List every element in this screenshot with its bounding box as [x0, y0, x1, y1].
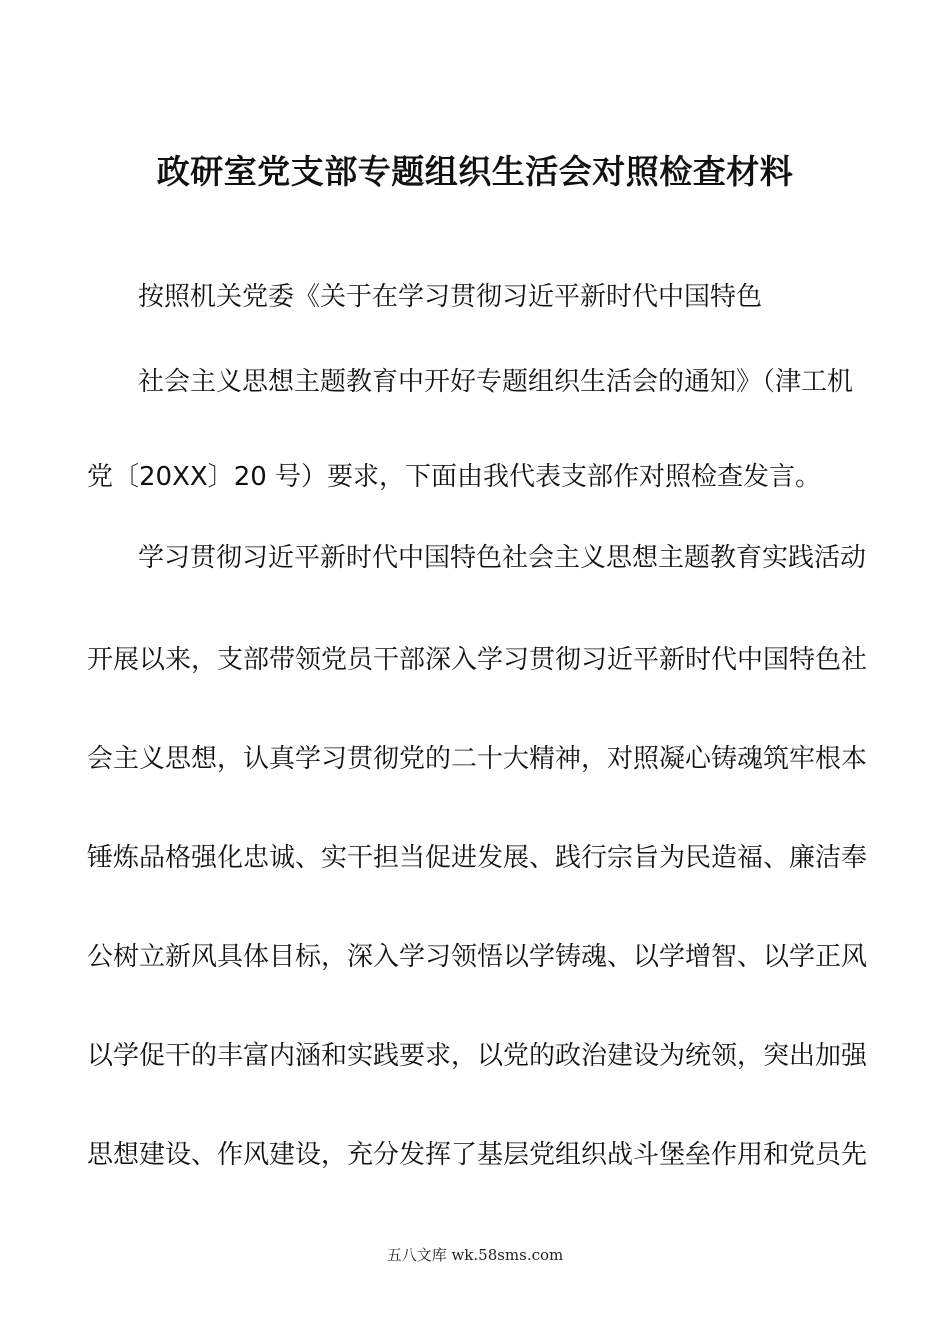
paragraph-2-line-1: 学习贯彻习近平新时代中国特色社会主义思想主题教育实践活动	[138, 543, 867, 573]
paragraph-1-line-2: 社会主义思想主题教育中开好专题组织生活会的通知》（津工机	[138, 367, 854, 397]
paragraph-1-line-3: 党〔20XX〕20 号）要求，下面由我代表支部作对照检查发言。	[87, 462, 822, 492]
footer-watermark: 五八文库 wk.58sms.com	[386, 1246, 564, 1264]
document-title: 政研室党支部专题组织生活会对照检查材料	[156, 152, 794, 191]
paragraph-2-line-7: 思想建设、作风建设，充分发挥了基层党组织战斗堡垒作用和党员先	[87, 1140, 867, 1170]
paragraph-2-line-3: 会主义思想，认真学习贯彻党的二十大精神，对照凝心铸魂筑牢根本	[87, 744, 867, 774]
paragraph-2-line-6: 以学促干的丰富内涵和实践要求，以党的政治建设为统领，突出加强	[87, 1041, 867, 1071]
paragraph-2-line-5: 公树立新风具体目标，深入学习领悟以学铸魂、以学增智、以学正风	[87, 942, 867, 972]
paragraph-2-line-2: 开展以来，支部带领党员干部深入学习贯彻习近平新时代中国特色社	[87, 645, 867, 675]
paragraph-2-line-4: 锤炼品格强化忠诚、实干担当促进发展、践行宗旨为民造福、廉洁奉	[87, 843, 867, 873]
paragraph-1-line-1: 按照机关党委《关于在学习贯彻习近平新时代中国特色	[138, 282, 763, 312]
